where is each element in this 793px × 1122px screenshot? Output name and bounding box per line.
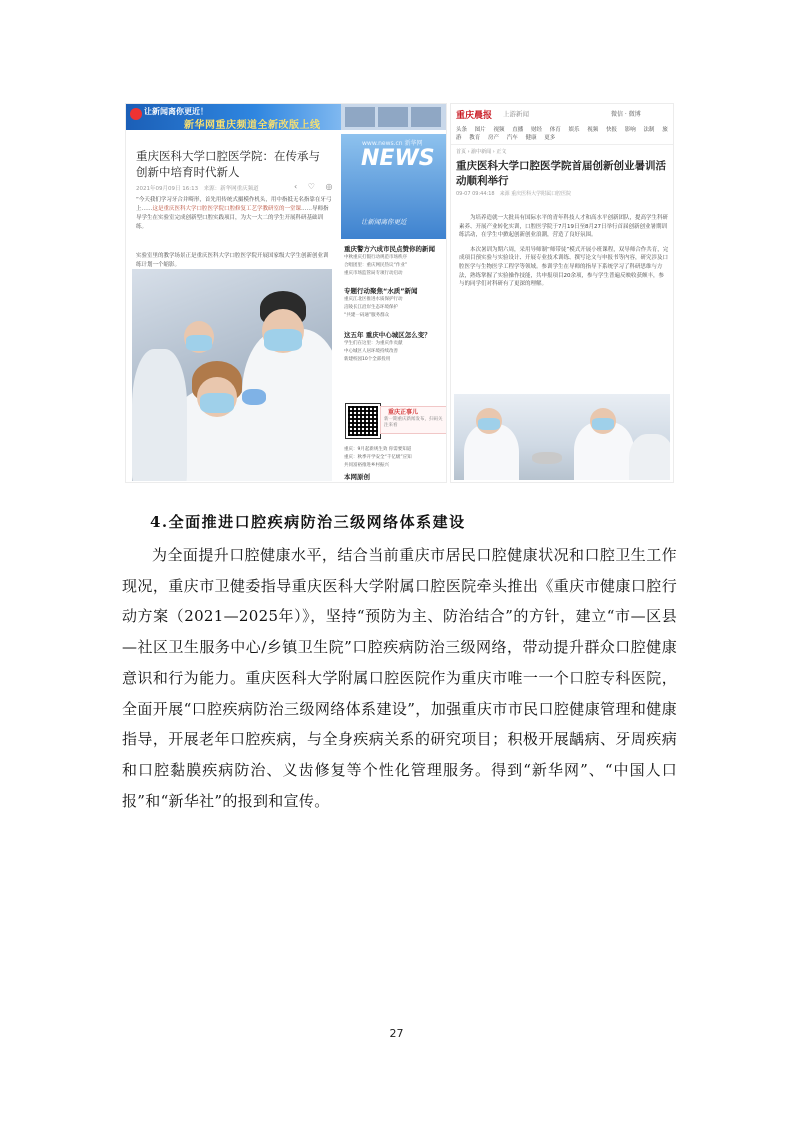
side-link[interactable]: 重庆：9月起新规生效 你需要知道: [344, 447, 412, 452]
side-heading-3: 这五年 重庆中心城区怎么变？: [344, 331, 431, 339]
photo-mask-2: [592, 418, 614, 430]
photo-glove: [242, 389, 266, 405]
shangyou-logo: 上游新闻: [503, 110, 529, 118]
photo-equipment: [532, 452, 562, 464]
article-body: [459, 214, 669, 289]
article-caption: 实验室里的教学场景正是重庆医科大学口腔医学院开展国家级大学生创新创业训练计划一个缩影。: [136, 253, 329, 268]
article-body-rest: ……导师指导学生在实验室完成创新型口腔实践项目，为大一大二的学生开展科研基础训练。: [136, 206, 329, 230]
side-link[interactable]: 中秋重庆打假行动规范市场秩序: [344, 255, 407, 260]
photo-figure-left: [132, 349, 187, 481]
xinhua-slogan: 让新闻离你更近: [361, 218, 407, 226]
cqcb-logo: 重庆晨报: [456, 111, 493, 121]
share-icons: ‹ ♡ ◎: [294, 182, 337, 191]
article-body-quote: 这是重庆医科大学口腔医学院口腔修复工艺学教研室的一堂课: [152, 206, 302, 212]
article-meta: 09-07 09:44:18 来源 重庆医科大学附属口腔医院: [456, 191, 572, 197]
promo-box-title: 重庆正事儿: [388, 409, 419, 416]
side-link[interactable]: 学生们在这里：为重庆作贡献: [344, 341, 403, 346]
photo-figure-3: [629, 434, 670, 480]
photo-mask-2: [200, 393, 234, 413]
share-icons[interactable]: 微信 · 微博: [611, 111, 641, 118]
lab-students-photo: [454, 394, 670, 480]
banner-tagline: 让新闻离你更近！: [144, 107, 208, 116]
section-body: 为全面提升口腔健康水平，结合当前重庆市居民口腔健康状况和口腔卫生工作现况，重庆市卫健委指导重庆医科大学附属口腔医院牵头推出《重庆市健康口腔行动方案（2021—2025年）》，坚持“预防为主、防治结合”的方针，建立“市—区县—社区卫生服务中心/乡镇卫生院”口腔疾病防治三级网络，带动提升群众口腔健康意识和行为能力。重庆医科大学附属口腔医院作为重庆市唯一一个口腔专科医院，全面开展“口腔疾病防治三级网络体系建设”，加强重庆市市民口腔健康管理和健康指导，开展老年口腔疾病，与全身疾病关系的研究项目；积极开展龋病、牙周疾病和口腔黏膜疾病防治、义齿修复等个性化管理服务。得到“新华网”、“中国人口报”和“新华社”的报到和宣传。: [122, 546, 677, 810]
side-link[interactable]: “共建一码通”服务群众: [344, 313, 390, 318]
side-link[interactable]: 重庆市场监管局专项行动启动: [344, 271, 403, 276]
side-link[interactable]: 重庆江北区推进水质保护行动: [344, 297, 403, 302]
article-paragraph-2: 本次暑训为期六周，采用导师制“师带徒”模式开展小班课程，双导师合作共育，完成项目预实验与实验设计、开展专业技术训练、撰写论文与申报书等内容，研究涉及口腔医学与生物医学工程学等领域。参训学生在导师的指导下系统学习了科研思维与方法，熟练掌握了实验操作技能，共申报项目20余项，参与学生普遍反映收获颇丰，参与的同学们对科研有了更深的理解。: [459, 246, 669, 288]
article-body-lead: “今天我们学习牙合并畸形，首先用传统式摄模作机头，用中指抵无名指靠在牙弓上……: [136, 197, 332, 212]
side-heading-original: 本网原创: [344, 473, 370, 481]
side-link[interactable]: 新建校园10个全部投用: [344, 357, 391, 362]
banner-ad-images: [341, 104, 446, 130]
article-meta: 2021年09月09日 16:13 来源：新华网重庆频道: [136, 186, 259, 192]
side-link[interactable]: 涪陵长江沿岸生态环境保护: [344, 305, 398, 310]
side-link[interactable]: 重庆：秋季开学安全“千亿级”应知: [344, 455, 412, 460]
qr-code-icon: [346, 404, 380, 438]
side-link[interactable]: 中心城区人居环境持续改善: [344, 349, 398, 354]
article-title: 重庆医科大学口腔医学院首届创新创业暑训活动顺利举行: [456, 160, 666, 187]
ad-thumb-3: [411, 107, 441, 127]
page-number: 27: [389, 1027, 404, 1040]
side-heading-2: 专题行动聚焦“水质”新闻: [344, 287, 418, 295]
photo-mask: [264, 329, 302, 351]
side-link[interactable]: 共同富裕推进乡村振兴: [344, 463, 389, 468]
photo-mask-1: [478, 418, 500, 430]
article-body: [136, 196, 332, 232]
side-link[interactable]: 合唱团里：重庆网民热议“作业”: [344, 263, 408, 268]
article-title: 重庆医科大学口腔医学院：在传承与创新中培育时代新人: [136, 149, 320, 179]
side-heading-1: 重庆警方六成市民点赞你的新闻: [344, 245, 435, 253]
breadcrumb[interactable]: 首页 › 渝中新闻 › 正文: [456, 149, 507, 155]
ad-thumb-1: [345, 107, 375, 127]
article-paragraph-1: 为培养造就一大批具有国际水平的青年科技人才和高水平创新团队，提高学生科研素养、开展产业转化实训，口腔医学院于7月19日至8月27日举行首届创新创业暑期训练活动，在学生中掀起创新创业浪潮，营造了良好氛围。: [459, 215, 669, 239]
ad-thumb-2: [378, 107, 408, 127]
xinhua-logo-icon: [130, 108, 142, 120]
promo-box-subtitle: 新一期重庆新闻发布，扫码关注来看: [384, 417, 443, 428]
lab-training-photo: [132, 269, 332, 481]
banner-headline: 新华网重庆频道全新改版上线: [184, 120, 321, 131]
photo-mask-3: [186, 335, 212, 351]
xinhua-article-screenshot: [125, 103, 447, 483]
channel-nav[interactable]: 头条 图片 视频 直播 财经 体育 娱乐 视频 快报 影响 法制 旅游 教育 房产 汽车 健康 更多: [456, 127, 668, 141]
divider: [451, 144, 673, 145]
xinhua-news-logo: NEWS: [361, 146, 435, 171]
xinhua-url: www.news.cn 新华网: [362, 140, 423, 147]
section-heading: 4.全面推进口腔疾病防治三级网络体系建设: [150, 513, 466, 531]
cqcb-article-screenshot: [450, 103, 674, 483]
